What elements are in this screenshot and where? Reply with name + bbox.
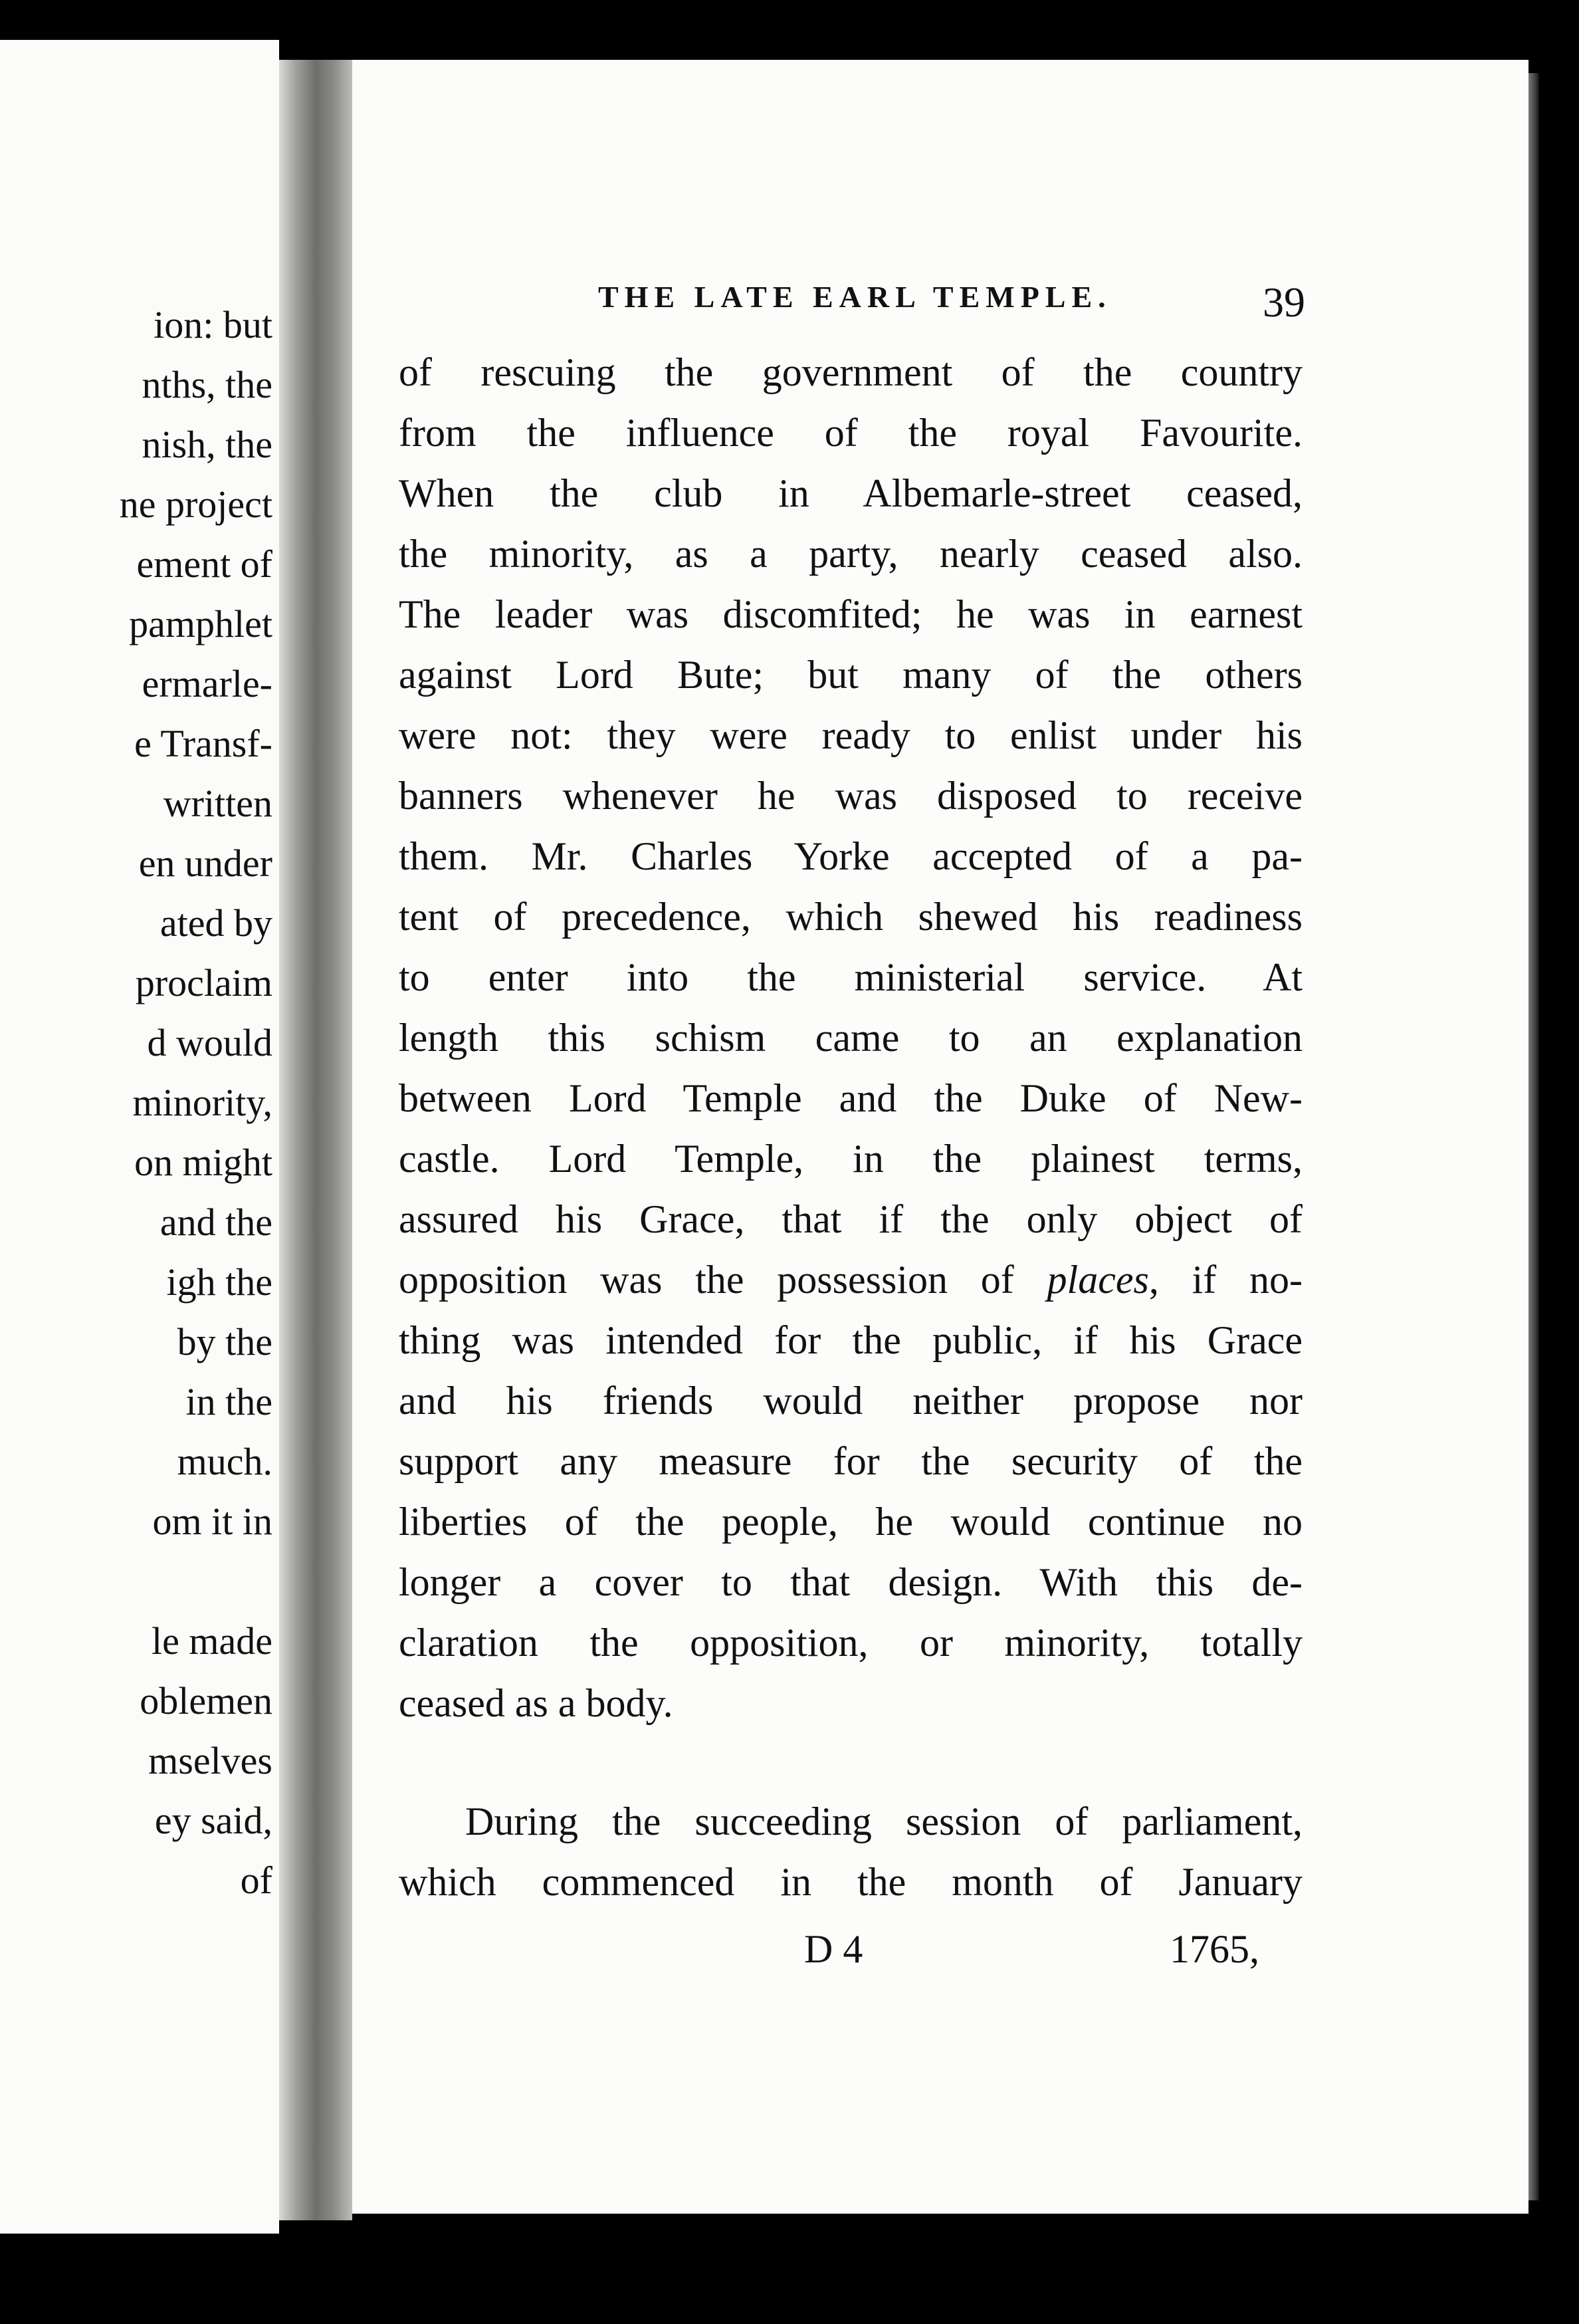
left-page-line: minority, xyxy=(132,1081,272,1124)
left-page-line: pamphlet xyxy=(129,602,272,645)
body-line: claration the opposition, or minority, totally xyxy=(399,1621,1303,1665)
body-line: of rescuing the government of the country xyxy=(399,350,1303,394)
body-line: castle. Lord Temple, in the plainest terms, xyxy=(399,1137,1303,1181)
left-page-line: ion: but xyxy=(154,303,272,346)
left-page-line: of xyxy=(240,1859,272,1902)
page-edge xyxy=(1528,73,1539,2200)
catchword: 1765, xyxy=(1170,1927,1259,1971)
body-line: longer a cover to that design. With this de- xyxy=(399,1560,1303,1604)
left-page-line: ated by xyxy=(159,901,272,945)
left-page-line: en under xyxy=(138,842,272,885)
left-page-line: ermarle- xyxy=(142,662,272,705)
body-line-segment: , if no- xyxy=(1148,1258,1303,1302)
left-page-line: ne project xyxy=(119,483,272,526)
body-line: against Lord Bute; but many of the others xyxy=(399,653,1303,697)
left-page xyxy=(0,40,279,2234)
body-line: assured his Grace, that if the only object of xyxy=(399,1197,1303,1241)
left-page-line: ement of xyxy=(136,542,272,586)
body-line: and his friends would neither propose nor xyxy=(399,1379,1303,1423)
left-page-line: d would xyxy=(147,1021,272,1064)
left-page-line: much. xyxy=(177,1440,272,1483)
body-line xyxy=(399,1253,1303,1306)
body-line: ceased as a body. xyxy=(399,1681,673,1725)
left-page-line: proclaim xyxy=(135,961,272,1004)
left-page-line: mselves xyxy=(148,1739,272,1782)
body-line: the minority, as a party, nearly ceased also. xyxy=(399,532,1303,576)
body-line: liberties of the people, he would continue no xyxy=(399,1500,1303,1544)
body-line: between Lord Temple and the Duke of New- xyxy=(399,1076,1303,1120)
body-line: banners whenever he was disposed to receive xyxy=(399,774,1303,818)
left-page-line: written xyxy=(163,782,272,825)
page-number: 39 xyxy=(1263,279,1305,326)
left-page-line: and the xyxy=(159,1201,272,1244)
left-page-line: nish, the xyxy=(142,423,272,466)
running-head: THE LATE EARL TEMPLE. xyxy=(598,280,1112,314)
body-line: support any measure for the security of the xyxy=(399,1439,1303,1483)
left-page-line: oblemen xyxy=(140,1679,272,1722)
left-page-line: on might xyxy=(134,1141,272,1184)
left-page-line: e Transf- xyxy=(134,722,272,765)
body-line: length this schism came to an explanation xyxy=(399,1016,1303,1060)
left-page-line: igh the xyxy=(166,1260,272,1304)
left-page-line: ey said, xyxy=(154,1799,272,1842)
body-line: to enter into the ministerial service. At xyxy=(399,955,1303,999)
body-line: them. Mr. Charles Yorke accepted of a pa- xyxy=(399,834,1303,878)
book-gutter xyxy=(279,60,352,2220)
body-line: tent of precedence, which shewed his readiness xyxy=(399,895,1303,939)
signature-mark: D 4 xyxy=(804,1927,863,1971)
body-line: The leader was discomfited; he was in earnest xyxy=(399,592,1303,636)
body-line-segment: opposition was the possession of xyxy=(399,1258,1047,1302)
body-line: from the influence of the royal Favourite. xyxy=(399,411,1303,455)
body-line: which commenced in the month of January xyxy=(399,1860,1303,1904)
left-page-line: in the xyxy=(185,1380,272,1423)
left-page-line: om it in xyxy=(152,1500,272,1543)
body-line: During the succeeding session of parliament, xyxy=(465,1800,1303,1843)
body-line: thing was intended for the public, if his Grace xyxy=(399,1318,1303,1362)
left-page-line: by the xyxy=(177,1320,272,1363)
body-line: were not: they were ready to enlist under his xyxy=(399,713,1303,757)
italic-word: places xyxy=(1047,1258,1149,1302)
left-page-line: nths, the xyxy=(142,363,272,406)
body-line: When the club in Albemarle-street ceased, xyxy=(399,471,1303,515)
left-page-line: le made xyxy=(152,1619,272,1663)
